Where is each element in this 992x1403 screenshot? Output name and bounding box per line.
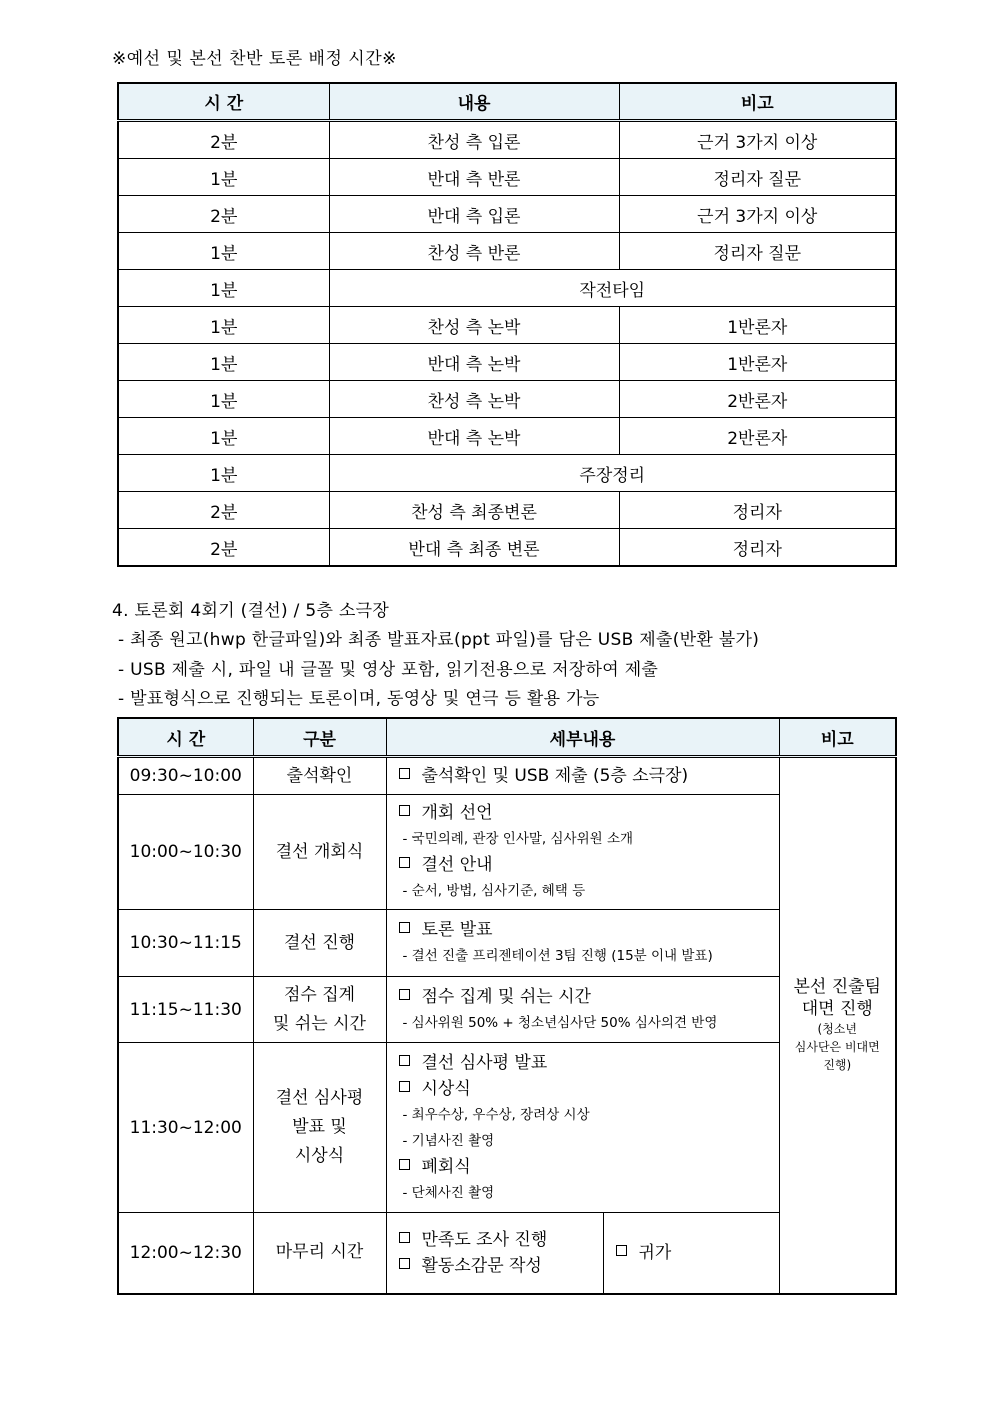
cell-content: 찬성 측 논박 xyxy=(329,307,619,344)
detail-item xyxy=(399,1050,779,1076)
cell-time: 1분 xyxy=(118,381,329,418)
header-time: 시 간 xyxy=(118,83,329,121)
cell-time: 2분 xyxy=(118,492,329,529)
cell-content: 반대 측 입론 xyxy=(329,196,619,233)
checkbox-icon xyxy=(399,805,410,816)
header-category: 구분 xyxy=(253,718,386,757)
detail-subitem: - 기념사진 촬영 xyxy=(402,1132,495,1149)
section4-title: 4. 토론회 4회기 (결선) / 5층 소극장 xyxy=(112,601,390,621)
table-row xyxy=(118,121,896,159)
cell-content: 찬성 측 반론 xyxy=(329,233,619,270)
note-sub-line: (청소년 xyxy=(817,1022,857,1037)
table-row xyxy=(118,492,896,529)
table-row xyxy=(118,757,896,795)
note-sub-line: 심사단은 비대면 xyxy=(794,1040,880,1055)
table1-heading: ※예선 및 본선 찬반 토론 배정 시간※ xyxy=(112,49,397,69)
category-line: 출석확인 xyxy=(286,765,353,786)
table-header-row xyxy=(118,718,896,757)
cell-category xyxy=(253,977,386,1043)
detail-item-text: 시상식 xyxy=(421,1078,471,1099)
detail-subitem: - 국민의례, 관장 인사말, 심사위원 소개 xyxy=(402,831,634,847)
checkbox-icon xyxy=(399,1258,410,1269)
final-schedule-table xyxy=(117,717,897,1295)
cell-time: 1분 xyxy=(118,270,329,307)
header-note: 비고 xyxy=(779,718,896,757)
detail-subitem: - 결선 진출 프리젠테이션 3팀 진행 (15분 이내 발표) xyxy=(402,948,713,964)
cell-time: 11:30~12:00 xyxy=(118,1043,253,1213)
table-row xyxy=(118,381,896,418)
header-time: 시 간 xyxy=(118,718,253,757)
category-line: 및 쉬는 시간 xyxy=(273,1013,366,1034)
table-row xyxy=(118,529,896,567)
cell-detail xyxy=(386,1213,603,1294)
detail-subitem: - 최우수상, 우수상, 장려상 시상 xyxy=(402,1106,590,1123)
cell-content: 찬성 측 입론 xyxy=(329,121,619,159)
detail-item xyxy=(399,1253,603,1279)
cell-time: 1분 xyxy=(118,233,329,270)
header-note: 비고 xyxy=(619,83,896,121)
table-row xyxy=(118,307,896,344)
detail-item-text: 폐회식 xyxy=(421,1156,471,1177)
checkbox-icon xyxy=(399,1055,410,1066)
detail-item xyxy=(399,763,779,789)
category-line: 결선 개회식 xyxy=(275,841,364,862)
cell-content: 반대 측 논박 xyxy=(329,344,619,381)
detail-item xyxy=(399,1154,779,1180)
detail-item-text: 귀가 xyxy=(638,1242,672,1263)
cell-content: 주장정리 xyxy=(329,455,896,492)
table-row xyxy=(118,344,896,381)
checkbox-icon xyxy=(399,1232,410,1243)
table-row xyxy=(118,270,896,307)
category-line: 점수 집계 xyxy=(283,984,356,1005)
checkbox-icon xyxy=(399,1081,410,1092)
detail-item xyxy=(399,800,779,826)
cell-detail xyxy=(386,1043,779,1213)
cell-content: 찬성 측 최종변론 xyxy=(329,492,619,529)
category-line: 발표 및 xyxy=(292,1117,347,1137)
detail-subitem: - 순서, 방법, 심사기준, 혜택 등 xyxy=(402,883,586,899)
cell-note: 정리자 xyxy=(619,529,896,567)
cell-detail xyxy=(386,977,779,1043)
cell-category xyxy=(253,1213,386,1294)
cell-content: 찬성 측 논박 xyxy=(329,381,619,418)
detail-item xyxy=(399,1227,603,1253)
cell-note xyxy=(779,757,896,1294)
cell-content: 작전타임 xyxy=(329,270,896,307)
cell-time: 1분 xyxy=(118,159,329,196)
cell-note: 2반론자 xyxy=(619,381,896,418)
detail-subitem: - 단체사진 촬영 xyxy=(402,1184,495,1201)
category-line: 결선 심사평 xyxy=(275,1088,364,1108)
cell-category xyxy=(253,1043,386,1213)
detail-item-text: 활동소감문 작성 xyxy=(421,1255,542,1276)
table-row xyxy=(118,418,896,455)
detail-item-text: 만족도 조사 진행 xyxy=(421,1229,548,1250)
table-row xyxy=(118,455,896,492)
cell-detail xyxy=(386,910,779,977)
header-content: 내용 xyxy=(329,83,619,121)
cell-time: 10:00~10:30 xyxy=(118,795,253,910)
cell-note: 근거 3가지 이상 xyxy=(619,121,896,159)
debate-time-table xyxy=(117,82,897,567)
detail-item-text: 결선 심사평 발표 xyxy=(421,1052,548,1073)
checkbox-icon xyxy=(399,1159,410,1170)
section4-bullet: - USB 제출 시, 파일 내 글꼴 및 영상 포함, 읽기전용으로 저장하여 제출 xyxy=(118,660,659,680)
table-row xyxy=(118,159,896,196)
cell-time: 1분 xyxy=(118,455,329,492)
header-detail: 세부내용 xyxy=(386,718,779,757)
detail-item-text: 토론 발표 xyxy=(421,920,493,940)
table-header-row xyxy=(118,83,896,121)
detail-item xyxy=(616,1240,779,1266)
detail-item xyxy=(399,984,779,1010)
checkbox-icon xyxy=(399,922,410,933)
detail-item xyxy=(399,917,779,943)
table-row xyxy=(118,196,896,233)
detail-item-text: 점수 집계 및 쉬는 시간 xyxy=(421,986,591,1007)
cell-note: 정리자 질문 xyxy=(619,233,896,270)
note-main-line: 본선 진출팀 xyxy=(793,977,882,998)
cell-time: 09:30~10:00 xyxy=(118,757,253,795)
cell-note: 1반론자 xyxy=(619,307,896,344)
category-line: 마무리 시간 xyxy=(275,1242,364,1263)
cell-note: 2반론자 xyxy=(619,418,896,455)
cell-category xyxy=(253,795,386,910)
cell-time: 10:30~11:15 xyxy=(118,910,253,977)
cell-content: 반대 측 논박 xyxy=(329,418,619,455)
cell-extra xyxy=(603,1213,779,1294)
detail-item xyxy=(399,1076,779,1102)
category-line: 시상식 xyxy=(294,1146,345,1166)
cell-category xyxy=(253,910,386,977)
cell-time: 1분 xyxy=(118,307,329,344)
category-line: 결선 진행 xyxy=(283,932,356,953)
cell-detail xyxy=(386,757,779,795)
note-sub-line: 진행) xyxy=(823,1058,852,1073)
cell-note: 정리자 xyxy=(619,492,896,529)
detail-item-text: 출석확인 및 USB 제출 (5층 소극장) xyxy=(421,766,689,786)
cell-time: 1분 xyxy=(118,418,329,455)
detail-subitem: - 심사위원 50% + 청소년심사단 50% 심사의견 반영 xyxy=(402,1014,718,1031)
cell-content: 반대 측 최종 변론 xyxy=(329,529,619,567)
cell-content: 반대 측 반론 xyxy=(329,159,619,196)
cell-time: 2분 xyxy=(118,529,329,567)
section4-bullet: - 최종 원고(hwp 한글파일)와 최종 발표자료(ppt 파일)를 담은 USB 제출(반환 불가) xyxy=(118,630,760,650)
cell-time: 2분 xyxy=(118,121,329,159)
checkbox-icon xyxy=(616,1245,627,1256)
cell-note: 근거 3가지 이상 xyxy=(619,196,896,233)
checkbox-icon xyxy=(399,857,410,868)
table-row xyxy=(118,233,896,270)
cell-detail xyxy=(386,795,779,910)
cell-note: 1반론자 xyxy=(619,344,896,381)
cell-time: 2분 xyxy=(118,196,329,233)
cell-time: 1분 xyxy=(118,344,329,381)
checkbox-icon xyxy=(399,768,410,779)
detail-item xyxy=(399,852,779,878)
cell-note: 정리자 질문 xyxy=(619,159,896,196)
checkbox-icon xyxy=(399,989,410,1000)
cell-time: 11:15~11:30 xyxy=(118,977,253,1043)
cell-time: 12:00~12:30 xyxy=(118,1213,253,1294)
note-main-line: 대면 진행 xyxy=(801,999,873,1020)
cell-category xyxy=(253,757,386,795)
detail-item-text: 결선 안내 xyxy=(421,855,493,875)
section4-bullet: - 발표형식으로 진행되는 토론이며, 동영상 및 연극 등 활용 가능 xyxy=(118,689,600,709)
detail-item-text: 개회 선언 xyxy=(421,803,493,823)
